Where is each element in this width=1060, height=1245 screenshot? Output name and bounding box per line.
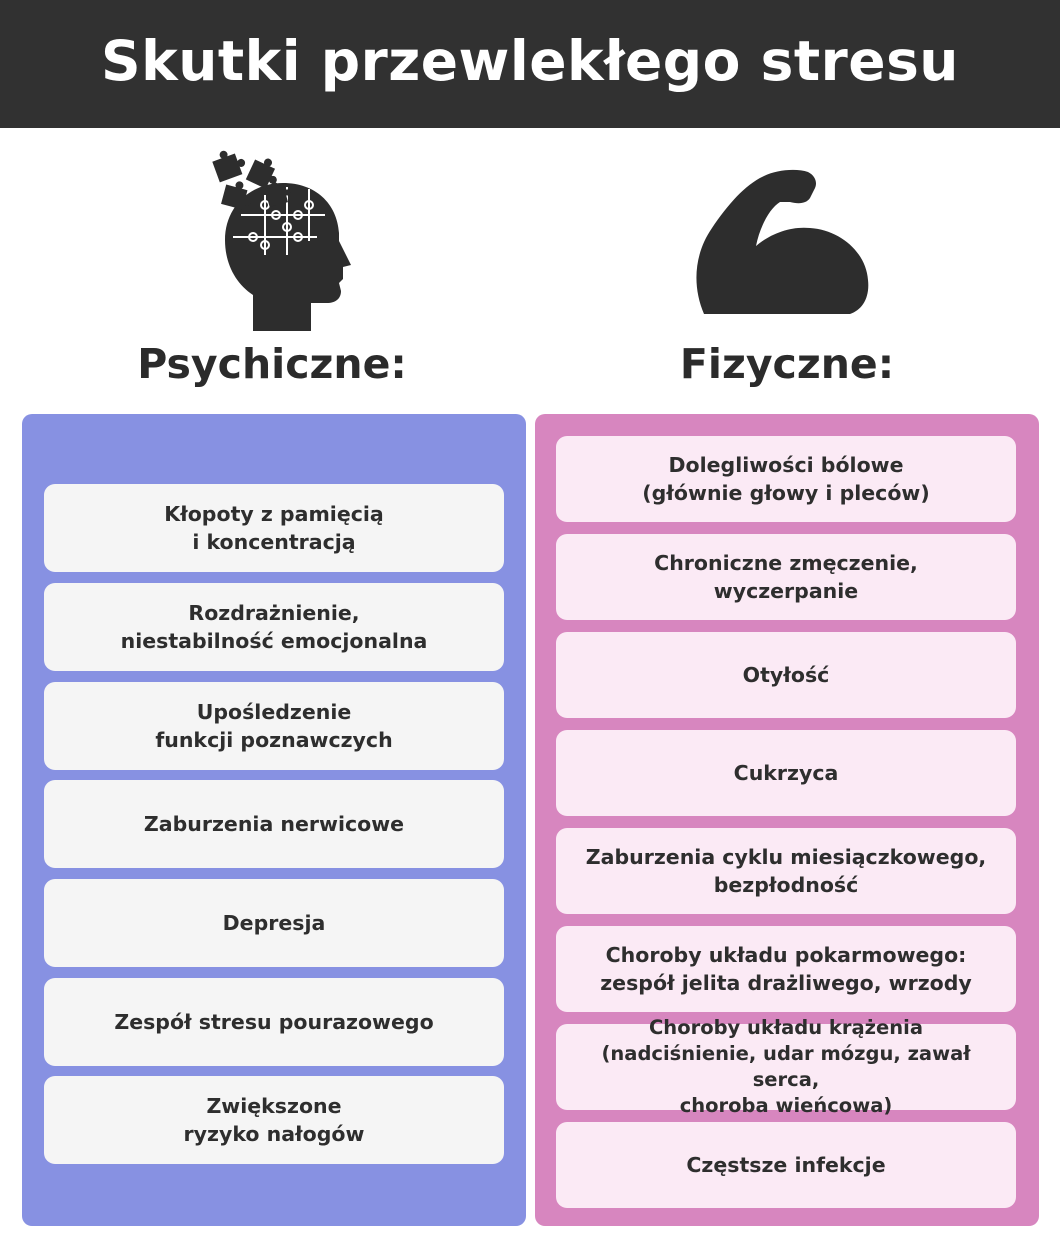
fizyczne-item-label: Choroby układu pokarmowego: zespół jelita drażliwego, wrzody [600, 943, 972, 995]
fizyczne-item [556, 632, 1016, 718]
fizyczne-item-label: Chroniczne zmęczenie, wyczerpanie [654, 551, 918, 603]
psychiczne-item [44, 682, 504, 770]
fizyczne-item [556, 730, 1016, 816]
psychiczne-item-label: Depresja [222, 911, 326, 935]
fizyczne-item-label: Cukrzyca [733, 761, 839, 785]
fizyczne-heading: Fizyczne: [679, 340, 895, 388]
fizyczne-item-label: Dolegliwości bólowe (głównie głowy i pleców) [642, 453, 930, 505]
psychiczne-item-label: Zespół stresu pourazowego [114, 1010, 434, 1034]
psychiczne-item-label: Kłopoty z pamięcią i koncentracją [164, 502, 384, 554]
psychiczne-item [44, 583, 504, 671]
fizyczne-item-label: Częstsze infekcje [686, 1153, 886, 1177]
psychiczne-item [44, 978, 504, 1066]
psychiczne-item-label: Zaburzenia nerwicowe [143, 812, 405, 836]
psychiczne-item [44, 879, 504, 967]
psychiczne-heading: Psychiczne: [137, 340, 407, 388]
page-title: Skutki przewlekłego stresu [101, 29, 959, 93]
fizyczne-item-label: Otyłość [742, 663, 830, 687]
fizyczne-item-label: Choroby układu krążenia (nadciśnienie, udar mózgu, zawał serca, choroba wieńcowa) [601, 1016, 971, 1117]
psychiczne-panel [22, 414, 526, 1226]
head-puzzle-icon [205, 145, 355, 335]
fizyczne-item-label: Zaburzenia cyklu miesiączkowego, bezpłodność [585, 845, 987, 897]
flexed-arm-icon [690, 168, 880, 318]
psychiczne-item-label: Rozdrażnienie, niestabilność emocjonalna [120, 601, 428, 653]
fizyczne-item [556, 1122, 1016, 1208]
psychiczne-item-label: Upośledzenie funkcji poznawczych [155, 700, 393, 752]
fizyczne-item [556, 534, 1016, 620]
psychiczne-item-label: Zwiększone ryzyko nałogów [183, 1094, 365, 1146]
fizyczne-item [556, 828, 1016, 914]
psychiczne-item [44, 780, 504, 868]
fizyczne-panel [535, 414, 1039, 1226]
fizyczne-item [556, 1016, 1016, 1117]
psychiczne-item [44, 484, 504, 572]
fizyczne-item [556, 926, 1016, 1012]
psychiczne-item [44, 1076, 504, 1164]
fizyczne-item [556, 436, 1016, 522]
title-banner [0, 0, 1060, 128]
